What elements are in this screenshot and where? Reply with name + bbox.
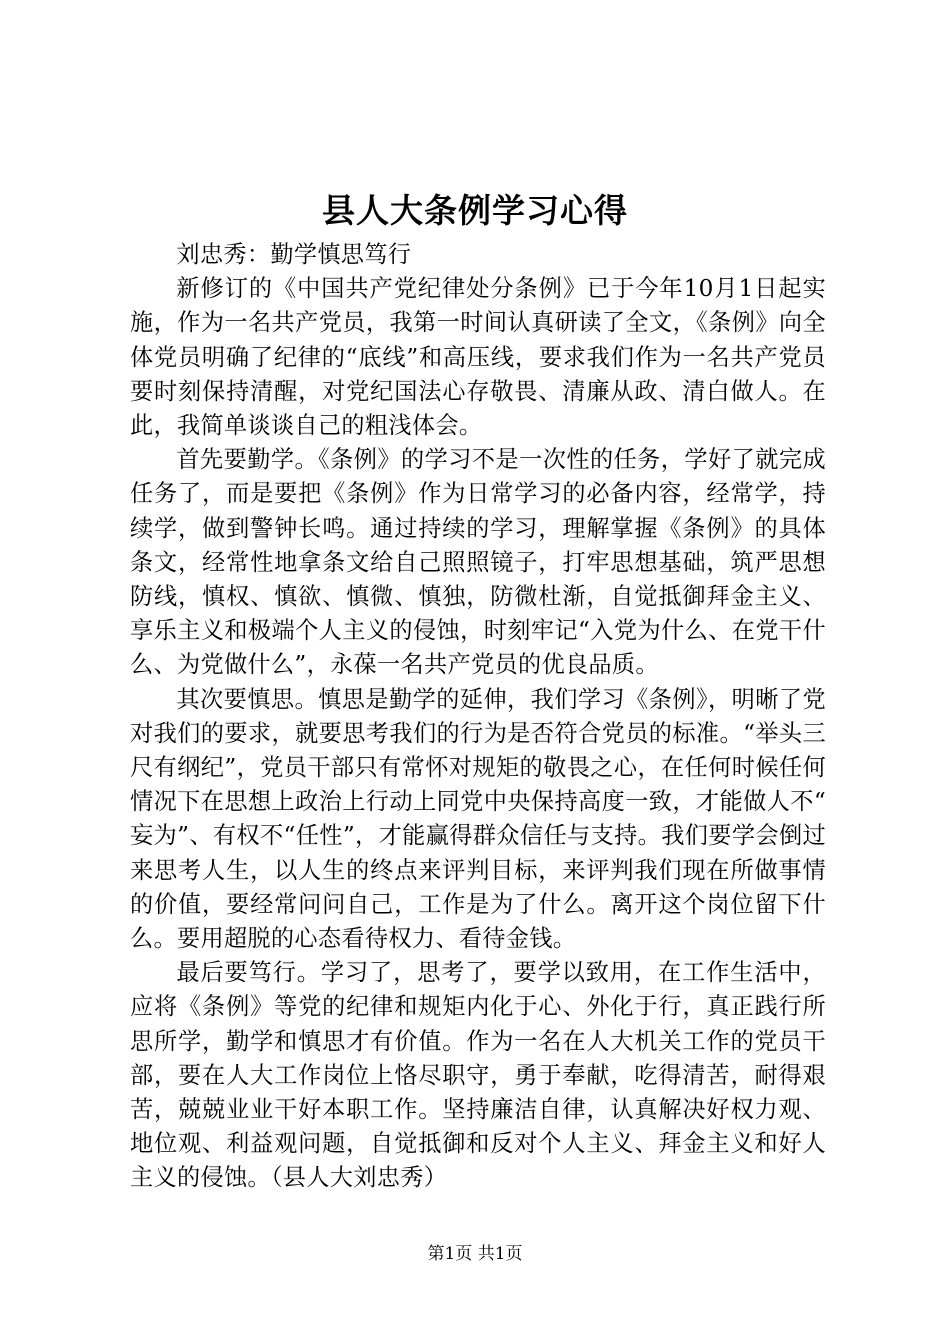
document-title: 县人大条例学习心得 (322, 191, 628, 230)
paragraph-reflect: 其次要慎思。慎思是勤学的延伸，我们学习《条例》，明晰了党对我们的要求，就要思考我们的行为是否符合党员的标准。“举头三尺有纲纪”，党员干部只有常怀对规矩的敬畏之心，在任何时候任何情况下在思想上政治上行动上同党中央保持高度一致，才能做人不“妄为”、有权不“任性”，才能赢得群众信任与支持。我们要学会倒过来思考人生，以人生的终点来评判目标，来评判我们现在所做事情的价值，要经常问问自己，工作是为了什么。离开这个岗位留下什么。要用超脱的心态看待权力、看待金钱。 (130, 685, 826, 953)
author-line: 刘忠秀：勤学慎思笃行 (176, 241, 412, 268)
page-footer: 第1页 共1页 (427, 1244, 523, 1264)
paragraph-study: 首先要勤学。《条例》的学习不是一次性的任务，学好了就完成任务了，而是要把《条例》作为日常学习的必备内容，经常学，持续学，做到警钟长鸣。通过持续的学习，理解掌握《条例》的具体条文，经常性地拿条文给自己照照镜子，打牢思想基础，筑严思想防线，慎权、慎欲、慎微、慎独，防微杜渐，自觉抵御拜金主义、享乐主义和极端个人主义的侵蚀，时刻牢记“入党为什么、在党干什么、为党做什么”，永葆一名共产党员的优良品质。 (130, 446, 826, 679)
paragraph-practice: 最后要笃行。学习了，思考了，要学以致用，在工作生活中，应将《条例》等党的纪律和规矩内化于心、外化于行，真正践行所思所学，勤学和慎思才有价值。作为一名在人大机关工作的党员干部，要在人大工作岗位上恪尽职守，勇于奉献，吃得清苦，耐得艰苦，兢兢业业干好本职工作。坚持廉洁自律，认真解决好权力观、地位观、利益观问题，自觉抵御和反对个人主义、拜金主义和好人主义的侵蚀。（县人大刘忠秀） (130, 959, 826, 1192)
document-body (130, 238, 826, 1196)
paragraph-intro: 新修订的《中国共产党纪律处分条例》已于今年10月1日起实施，作为一名共产党员，我第一时间认真研读了全文，《条例》向全体党员明确了纪律的“底线”和高压线，要求我们作为一名共产党员要时刻保持清醒，对党纪国法心存敬畏、清廉从政、清白做人。在此，我简单谈谈自己的粗浅体会。 (130, 275, 826, 440)
